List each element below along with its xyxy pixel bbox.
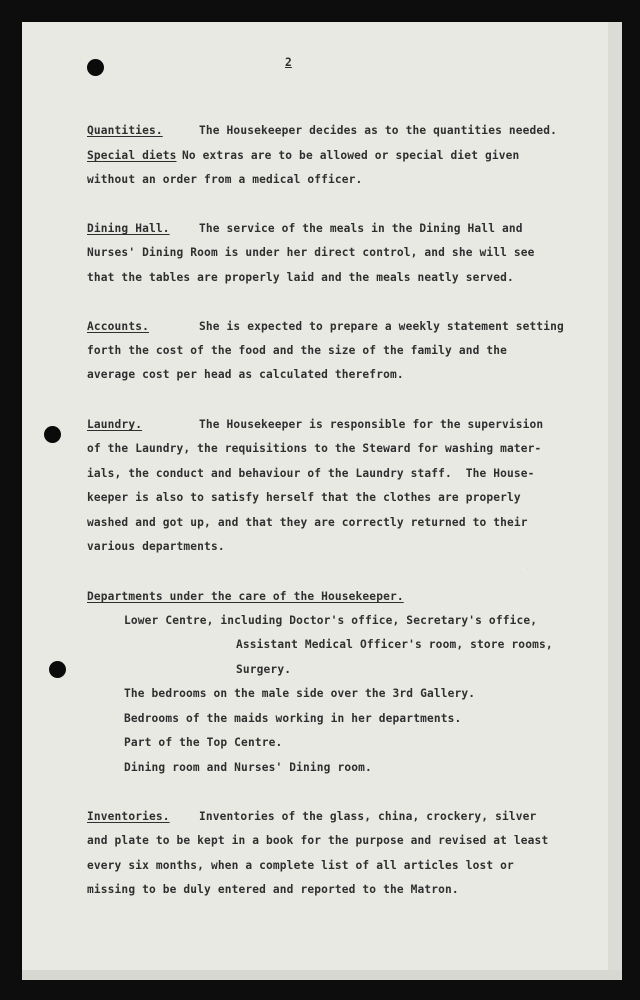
heading-dining-hall: Dining Hall. bbox=[87, 222, 170, 235]
paper-edge bbox=[608, 22, 622, 977]
punch-hole bbox=[49, 661, 66, 678]
heading-inventories: Inventories. bbox=[87, 810, 170, 823]
paper-edge-bottom bbox=[22, 970, 622, 980]
paper-mark: · bbox=[527, 566, 529, 573]
text-line: average cost per head as calculated therefrom. bbox=[87, 368, 404, 381]
list-item: Bedrooms of the maids working in her departments. bbox=[124, 712, 462, 725]
list-item: The bedrooms on the male side over the 3rd Gallery. bbox=[124, 687, 476, 700]
heading-special-diets: Special diets bbox=[87, 149, 177, 162]
punch-hole bbox=[44, 426, 61, 443]
list-item: Part of the Top Centre. bbox=[124, 736, 283, 749]
text-line: every six months, when a complete list of all articles lost or bbox=[87, 859, 514, 872]
text-line: Inventories of the glass, china, crockery, silver bbox=[199, 810, 537, 823]
text-line: The Housekeeper is responsible for the supervision bbox=[199, 418, 544, 431]
text-line: keeper is also to satisfy herself that the clothes are properly bbox=[87, 491, 521, 504]
text-line: ials, the conduct and behaviour of the Laundry staff. The House- bbox=[87, 467, 535, 480]
punch-hole bbox=[87, 59, 104, 76]
list-item-continuation: Surgery. bbox=[236, 663, 292, 676]
list-item: Dining room and Nurses' Dining room. bbox=[124, 761, 372, 774]
heading-laundry: Laundry. bbox=[87, 418, 143, 431]
list-item-continuation: Assistant Medical Officer's room, store rooms, bbox=[236, 638, 553, 651]
heading-quantities: Quantities. bbox=[87, 124, 163, 137]
text-line: various departments. bbox=[87, 540, 225, 553]
heading-departments: Departments under the care of the Housekeeper. bbox=[87, 590, 404, 603]
text-line: missing to be duly entered and reported to the Matron. bbox=[87, 883, 459, 896]
heading-accounts: Accounts. bbox=[87, 320, 149, 333]
text-line: The service of the meals in the Dining Hall and bbox=[199, 222, 523, 235]
text-line: washed and got up, and that they are correctly returned to their bbox=[87, 516, 528, 529]
text-line: and plate to be kept in a book for the purpose and revised at least bbox=[87, 834, 549, 847]
text-line: that the tables are properly laid and the meals neatly served. bbox=[87, 271, 514, 284]
text-line: Nurses' Dining Room is under her direct control, and she will see bbox=[87, 246, 535, 259]
text-line: without an order from a medical officer. bbox=[87, 173, 363, 186]
text-line: She is expected to prepare a weekly statement setting bbox=[199, 320, 564, 333]
list-item: Lower Centre, including Doctor's office, Secretary's office, bbox=[124, 614, 538, 627]
page-number: 2 bbox=[285, 56, 292, 69]
text-line: forth the cost of the food and the size of the family and the bbox=[87, 344, 508, 357]
text-line: The Housekeeper decides as to the quantities needed. bbox=[199, 124, 558, 137]
text-line: of the Laundry, the requisitions to the Steward for washing mater- bbox=[87, 442, 542, 455]
text-line: No extras are to be allowed or special diet given bbox=[182, 149, 520, 162]
